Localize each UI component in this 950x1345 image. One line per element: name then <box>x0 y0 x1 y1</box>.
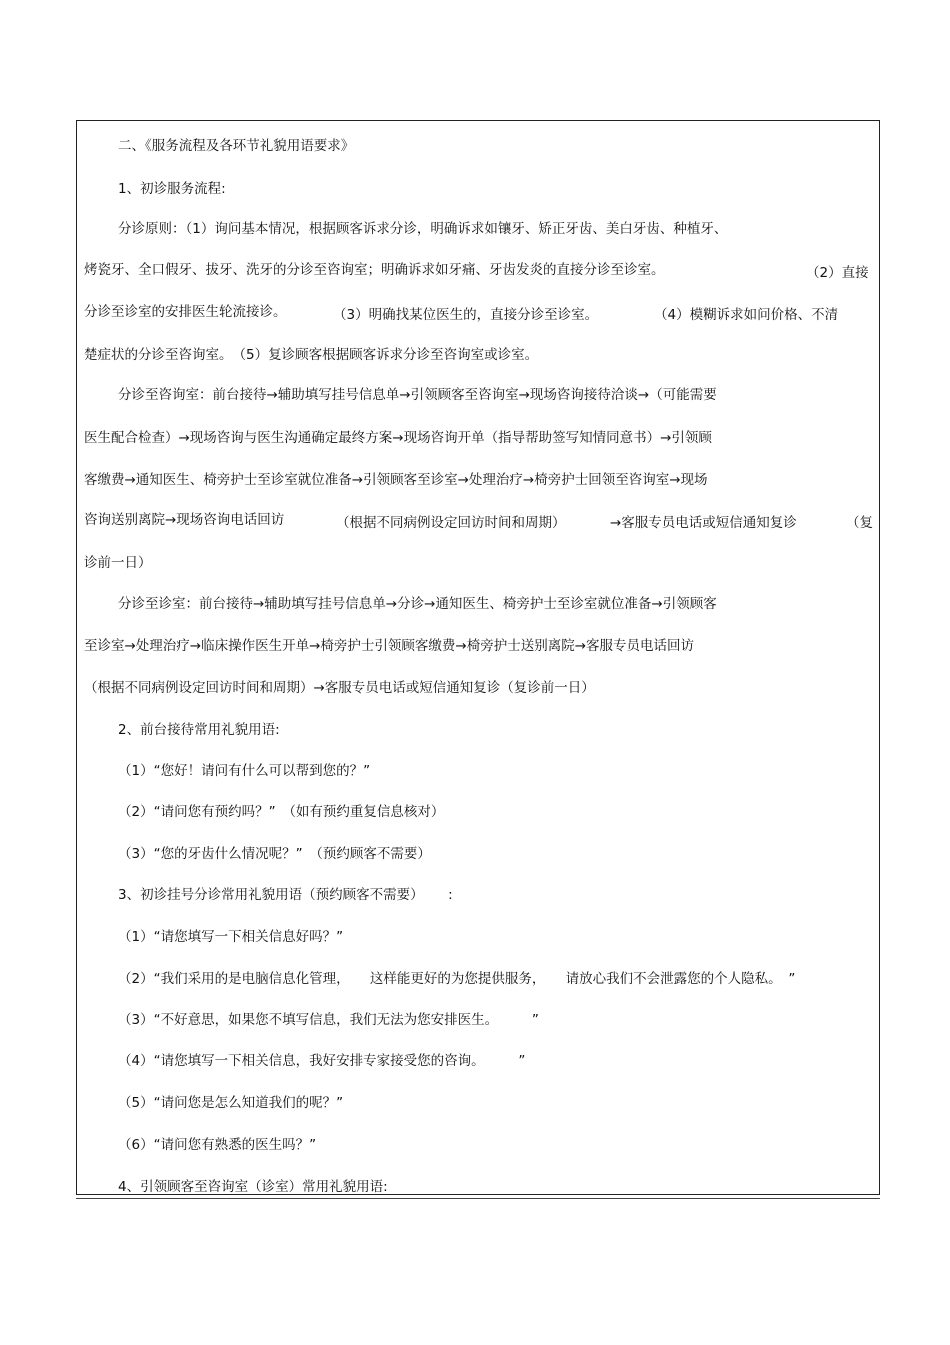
principle-line-2-right: （2）直接 <box>806 265 869 281</box>
document-frame <box>76 120 880 1195</box>
s3-item-4: （4）“请您填写一下相关信息，我好安排专家接受您的咨询。 ” <box>118 1053 526 1069</box>
s3-item-1: （1）“请您填写一下相关信息好吗？” <box>118 929 344 945</box>
s2-item-1: （1）“您好！请问有什么可以帮到您的？” <box>118 763 371 779</box>
clinic-line-1: 分诊至诊室：前台接待→辅助填写挂号信息单→分诊→通知医生、椅旁护士至诊室就位准备→引领顾客 <box>118 596 717 612</box>
clinic-line-3: （根据不同病例设定回访时间和周期）→客服专员电话或短信通知复诊（复诊前一日） <box>84 680 595 696</box>
principle-line-3a: 分诊至诊室的安排医生轮流接诊。 <box>84 304 287 320</box>
principle-line-3c: （4）模糊诉求如问价格、不清 <box>654 307 839 323</box>
consult-line-1: 分诊至咨询室：前台接待→辅助填写挂号信息单→引领顾客至咨询室→现场咨询接待洽谈→（可能需要 <box>118 387 717 403</box>
section-1-title: 1、初诊服务流程: <box>118 181 226 197</box>
s3-item-3: （3）“不好意思，如果您不填写信息，我们无法为您安排医生。 ” <box>118 1012 539 1028</box>
section-4-title: 4、引领顾客至咨询室（诊室）常用礼貌用语: <box>118 1179 388 1195</box>
consult-line-4b: （根据不同病例设定回访时间和周期） <box>336 515 566 531</box>
principle-line-3b: （3）明确找某位医生的，直接分诊至诊室。 <box>333 307 599 323</box>
s3-item-5: （5）“请问您是怎么知道我们的呢？” <box>118 1095 344 1111</box>
section-3-title: 3、初诊挂号分诊常用礼貌用语（预约顾客不需要） : <box>118 887 453 903</box>
consult-line-4c: →客服专员电话或短信通知复诊 <box>610 515 797 531</box>
consult-line-5: 诊前一日） <box>84 555 152 571</box>
principle-line-1: 分诊原则：（1）询问基本情况，根据顾客诉求分诊，明确诉求如镶牙、矫正牙齿、美白牙齿、种植牙、 <box>118 221 728 237</box>
s2-item-2: （2）“请问您有预约吗？” （如有预约重复信息核对） <box>118 804 445 820</box>
principle-line-2: 烤瓷牙、全口假牙、拔牙、洗牙的分诊至咨询室；明确诉求如牙痛、牙齿发炎的直接分诊至诊室。 <box>84 262 665 278</box>
s2-item-3: （3）“您的牙齿什么情况呢？” （预约顾客不需要） <box>118 846 431 862</box>
principle-line-4: 楚症状的分诊至咨询室。 （5）复诊顾客根据顾客诉求分诊至咨询室或诊室。 <box>84 347 539 363</box>
consult-line-2: 医生配合检查）→现场咨询与医生沟通确定最终方案→现场咨询开单（指导帮助签写知情同意书）→引领顾 <box>84 430 712 446</box>
s3-item-2: （2）“我们采用的是电脑信息化管理， 这样能更好的为您提供服务， 请放心我们不会泄露您的个人隐私。 ” <box>118 971 796 987</box>
consult-line-4d: （复 <box>846 515 873 531</box>
section-heading: 二、《服务流程及各环节礼貌用语要求》 <box>118 138 355 154</box>
s3-item-6: （6）“请问您有熟悉的医生吗？” <box>118 1137 317 1153</box>
consult-line-3: 客缴费→通知医生、椅旁护士至诊室就位准备→引领顾客至诊室→处理治疗→椅旁护士回领至咨询室→现场 <box>84 472 708 488</box>
clinic-line-2: 至诊室→处理治疗→临床操作医生开单→椅旁护士引领顾客缴费→椅旁护士送别离院→客服专员电话回访 <box>84 638 695 654</box>
section-2-title: 2、前台接待常用礼貌用语: <box>118 722 280 738</box>
consult-line-4a: 咨询送别离院→现场咨询电话回访 <box>84 512 285 528</box>
